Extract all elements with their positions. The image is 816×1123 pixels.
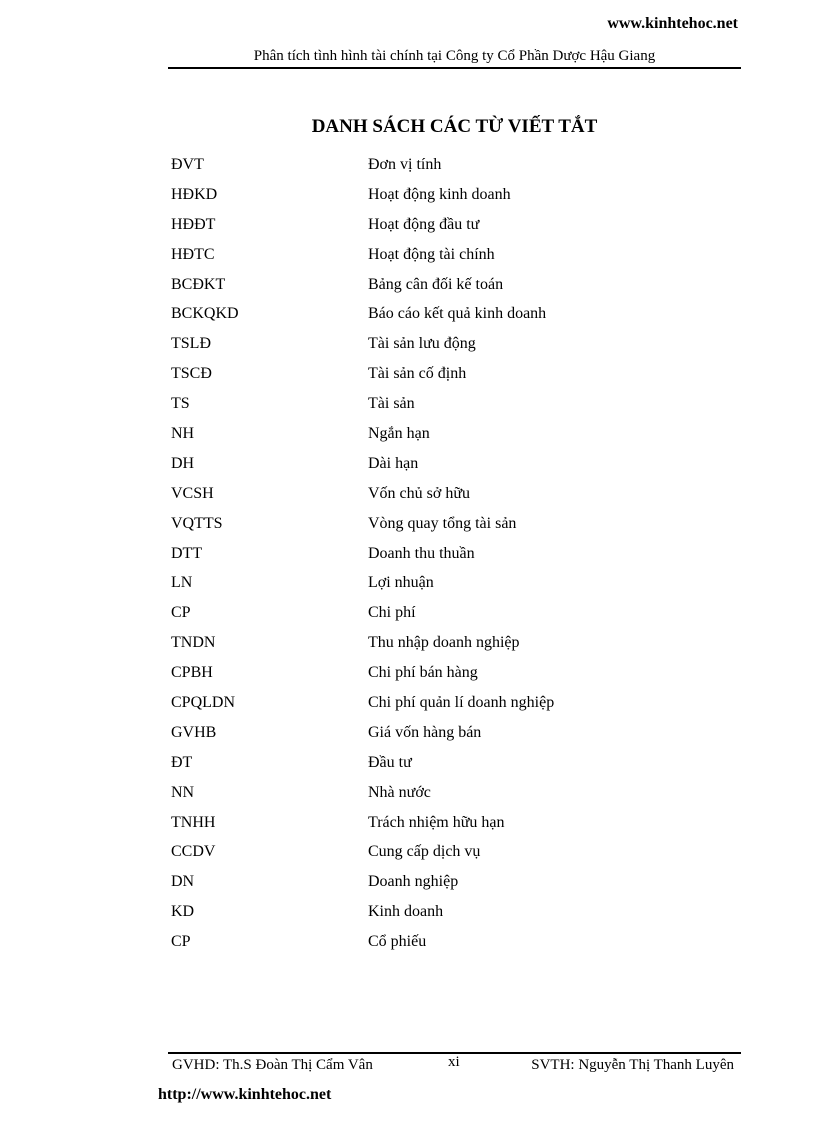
abbreviation-term: LN [171,574,193,592]
abbreviation-meaning: Tài sản cố định [368,365,467,383]
list-item [171,693,731,723]
abbreviation-list [171,155,731,962]
abbreviation-meaning: Doanh thu thuần [368,544,475,562]
abbreviation-term: TNDN [171,634,216,652]
abbreviation-term: CPQLDN [171,694,236,712]
abbreviation-term: HĐĐT [171,215,216,233]
list-item [171,185,731,215]
abbreviation-term: ĐT [171,753,193,771]
footer-student: SVTH: Nguyễn Thị Thanh Luyên [531,1057,734,1073]
list-item [171,663,731,693]
abbreviation-meaning: Trách nhiệm hữu hạn [368,813,505,831]
abbreviation-meaning: Hoạt động đầu tư [368,215,480,233]
abbreviation-meaning: Dài hạn [368,454,419,472]
abbreviation-meaning: Đơn vị tính [368,156,442,173]
list-item [171,364,731,394]
abbreviation-term: TSLĐ [171,335,211,353]
abbreviation-term: GVHB [171,723,217,741]
header-site-url: www.kinhtehoc.net [607,15,738,32]
abbreviation-term: ĐVT [171,156,204,173]
abbreviation-term: TS [171,395,190,413]
abbreviation-term: VCSH [171,484,214,502]
list-item [171,783,731,813]
abbreviation-term: CPBH [171,664,213,682]
abbreviation-meaning: Hoạt động tài chính [368,245,495,263]
list-item [171,573,731,603]
abbreviation-meaning: Tài sản lưu động [368,335,476,353]
list-item [171,633,731,663]
page-number: xi [448,1054,460,1070]
abbreviation-term: VQTTS [171,514,223,532]
header-divider [168,67,741,69]
list-item [171,424,731,454]
list-item [171,723,731,753]
abbreviation-meaning: Hoạt động kinh doanh [368,185,511,203]
abbreviation-term: TNHH [171,813,216,831]
abbreviation-meaning: Tài sản [368,395,415,413]
abbreviation-meaning: Chi phí bán hàng [368,664,478,682]
abbreviation-meaning: Ngắn hạn [368,425,430,443]
abbreviation-meaning: Chi phí quản lí doanh nghiệp [368,694,555,712]
abbreviation-meaning: Báo cáo kết quả kinh doanh [368,305,547,323]
list-item [171,603,731,633]
abbreviation-term: CP [171,933,191,951]
list-item [171,932,731,962]
abbreviation-term: KD [171,903,195,921]
list-item [171,275,731,305]
abbreviation-term: DH [171,454,195,472]
footer-site-url: http://www.kinhtehoc.net [158,1086,332,1103]
abbreviation-term: DTT [171,544,203,562]
list-item [171,394,731,424]
abbreviation-term: BCKQKD [171,305,239,323]
list-item [171,484,731,514]
abbreviation-term: BCĐKT [171,275,226,293]
abbreviation-meaning: Bảng cân đối kế toán [368,275,504,293]
abbreviation-meaning: Thu nhập doanh nghiệp [368,634,520,652]
abbreviation-term: CP [171,604,191,622]
abbreviation-meaning: Nhà nước [368,783,431,801]
header-title: Phân tích tình hình tài chính tại Công ty Cổ Phần Dược Hậu Giang [253,48,656,64]
list-item [171,842,731,872]
list-item [171,753,731,783]
footer-advisor: GVHD: Th.S Đoàn Thị Cẩm Vân [172,1057,373,1073]
abbreviation-term: NN [171,783,195,801]
abbreviation-term: HĐTC [171,245,215,263]
list-item [171,902,731,932]
list-item [171,215,731,245]
abbreviation-meaning: Vốn chủ sở hữu [368,484,471,502]
abbreviation-meaning: Lợi nhuận [368,574,434,592]
list-item [171,813,731,843]
abbreviation-meaning: Cung cấp dịch vụ [368,843,481,861]
list-item [171,514,731,544]
abbreviation-term: NH [171,425,195,443]
abbreviation-term: CCDV [171,843,216,861]
list-item [171,304,731,334]
abbreviation-meaning: Chi phí [368,604,416,622]
abbreviation-meaning: Vòng quay tổng tài sản [368,514,517,532]
list-item [171,544,731,574]
abbreviation-meaning: Kinh doanh [368,903,444,921]
page-title: DANH SÁCH CÁC TỪ VIẾT TẮT [311,116,598,137]
abbreviation-term: HĐKD [171,185,218,203]
abbreviation-meaning: Doanh nghiệp [368,873,459,891]
list-item [171,454,731,484]
list-item [171,334,731,364]
list-item [171,245,731,275]
list-item [171,155,731,185]
abbreviation-term: TSCĐ [171,365,212,383]
abbreviation-meaning: Đầu tư [368,753,412,771]
list-item [171,872,731,902]
abbreviation-meaning: Cổ phiếu [368,933,427,951]
abbreviation-term: DN [171,873,195,891]
abbreviation-meaning: Giá vốn hàng bán [368,723,482,741]
